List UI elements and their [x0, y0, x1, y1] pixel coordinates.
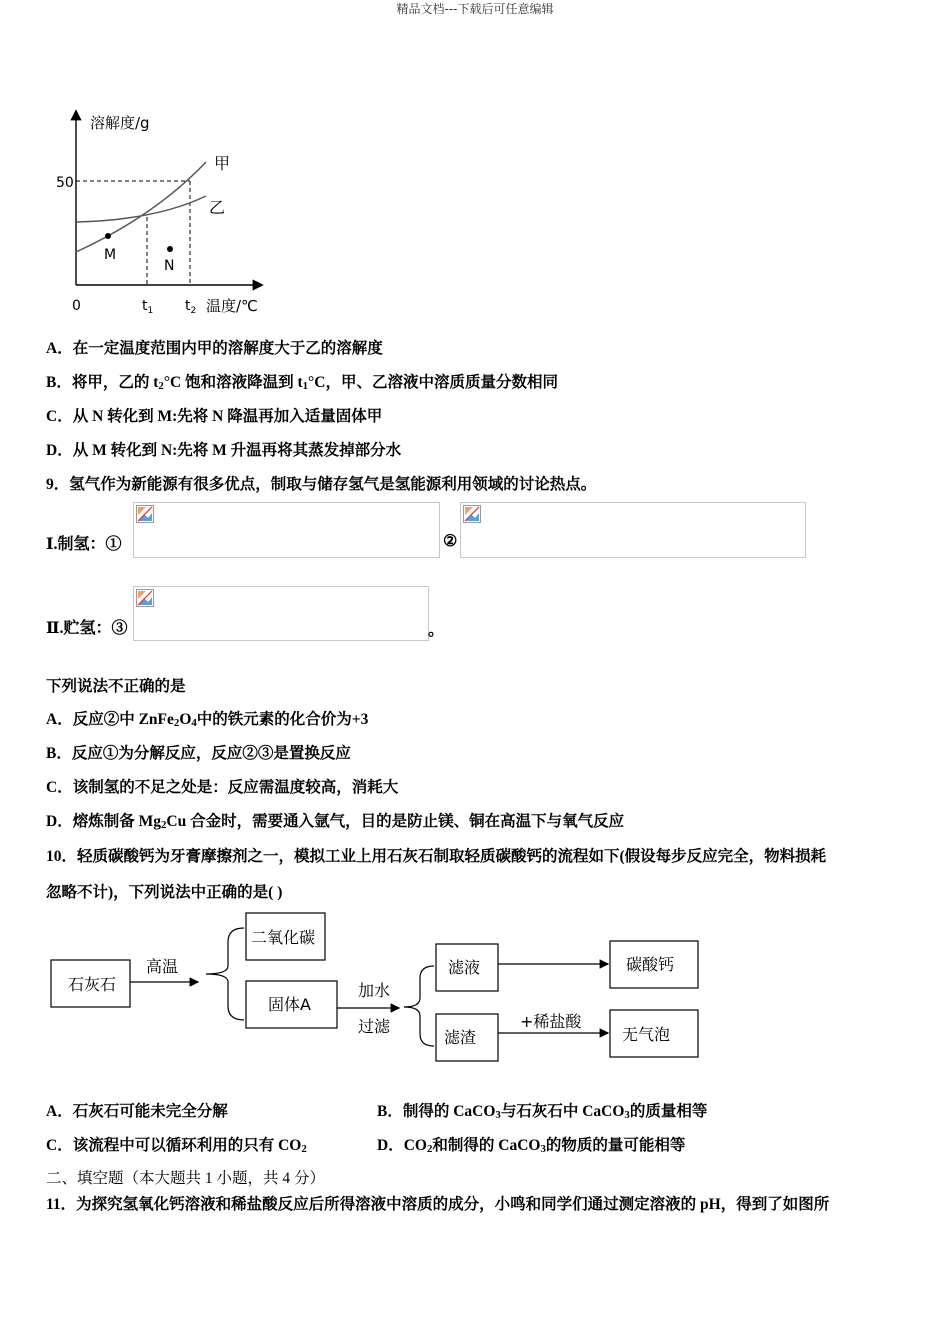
equation-image-3 — [133, 586, 429, 641]
q9-option-c: C．该制氢的不足之处是：反应需温度较高，消耗大 — [46, 779, 399, 796]
q10-option-b: B．制得的 CaCO$_3$与石灰石中 CaCO$_3$的质量相等 — [377, 1103, 708, 1122]
q8-option-d: D．从 M 转化到 N:先将 M 升温再将其蒸发掉部分水 — [46, 442, 402, 459]
equation-image-2 — [460, 502, 806, 558]
box-no-bubbles-label: 无气泡 — [622, 1025, 671, 1044]
svg-text:t1 — [142, 298, 153, 316]
x-tick-t1: t — [142, 298, 148, 314]
q9-stem: 9．氢气作为新能源有很多优点，制取与储存氢气是氢能源利用领域的讨论热点。 — [46, 476, 597, 493]
brace-2 — [404, 966, 434, 1046]
page-header: 精品文档---下载后可任意编辑 — [396, 2, 554, 16]
curve-yi — [76, 196, 206, 222]
q9-option-b: B．反应①为分解反应，反应②③是置换反应 — [46, 745, 351, 762]
broken-image-icon — [136, 505, 154, 523]
q9-ask: 下列说法不正确的是 — [46, 678, 186, 695]
q8-option-a: A．在一定温度范围内甲的溶解度大于乙的溶解度 — [46, 340, 383, 357]
box-residue-label: 滤渣 — [444, 1028, 477, 1047]
box-filtrate-label: 滤液 — [448, 958, 481, 977]
equation-image-1 — [133, 502, 440, 558]
broken-image-icon — [136, 589, 154, 607]
y-tick-50: 50 — [56, 175, 74, 191]
x-tick-t2: t — [185, 298, 191, 314]
curve-jia — [76, 162, 206, 252]
brace-1 — [206, 928, 244, 1020]
q10-option-a: A．石灰石可能未完全分解 — [46, 1103, 228, 1120]
q10-option-d: D．$CO_2$和制得的 CaCO$_3$的物质的量可能相等 — [377, 1137, 686, 1156]
box-co2-label: 二氧化碳 — [251, 928, 316, 947]
flow-diagram — [46, 910, 706, 1065]
filter-label: 过滤 — [358, 1017, 391, 1036]
q10-option-c: C．该流程中可以循环利用的只有 $CO_2$ — [46, 1137, 307, 1156]
broken-image-icon — [463, 505, 481, 523]
q9-option-d: D．熔炼制备 $Mg_2Cu$ 合金时，需要通入氩气，目的是防止镁、铜在高温下与氧气反应 — [46, 813, 625, 832]
q9-label-1: Ⅰ.制氢：① — [46, 536, 122, 553]
x-tick-t2-sub: 2 — [190, 306, 197, 316]
curve-jia-label: 甲 — [214, 154, 231, 173]
q10-stem-line1: 10．轻质碳酸钙为牙膏摩擦剂之一，模拟工业上用石灰石制取轻质碳酸钙的流程如下(假设每步反应完全，物料损耗 — [46, 848, 827, 865]
q11-stem: 11．为探究氢氧化钙溶液和稀盐酸反应后所得溶液中溶质的成分，小鸣和同学们通过测定溶液的 pH，得到了如图所 — [46, 1196, 830, 1213]
section-2-title: 二、填空题（本大题共 1 小题，共 4 分） — [46, 1170, 326, 1187]
curve-yi-label: 乙 — [209, 198, 226, 217]
point-n — [167, 246, 173, 252]
x-axis-label: 温度/℃ — [206, 297, 258, 315]
point-m — [105, 233, 111, 239]
box-limestone-label: 石灰石 — [68, 975, 117, 994]
q9-label-2: ② — [443, 533, 458, 550]
q9-option-a: A．反应②中 $ZnFe_2O_4$中的铁元素的化合价为+3 — [46, 711, 369, 730]
point-m-label: M — [104, 247, 117, 263]
box-caco3-label: 碳酸钙 — [626, 955, 675, 974]
add-water-label: 加水 — [358, 981, 391, 1000]
y-axis-label: 溶解度/g — [90, 114, 150, 132]
q9-label-3: Ⅱ.贮氢：③ — [46, 620, 128, 637]
dilute-hcl-label: +稀盐酸 — [520, 1012, 582, 1031]
q9-period: 。 — [428, 622, 445, 639]
high-temp-label: 高温 — [146, 957, 179, 976]
solubility-graph — [46, 100, 286, 325]
x-tick-t1-sub: 1 — [147, 306, 154, 316]
q8-option-b: B．将甲，乙的 $t_2^\circ C$ 饱和溶液降温到 $t_1^\circ C$，甲、乙溶液中溶质质量分数相同 — [46, 374, 558, 393]
box-solid-a-label: 固体A — [268, 995, 311, 1014]
svg-text:t2 — [185, 298, 196, 316]
origin-label: 0 — [72, 298, 81, 314]
q8-option-c: C．从 N 转化到 M:先将 N 降温再加入适量固体甲 — [46, 408, 383, 425]
q10-stem-line2: 忽略不计)，下列说法中正确的是( ) — [46, 884, 283, 901]
point-n-label: N — [164, 258, 175, 274]
